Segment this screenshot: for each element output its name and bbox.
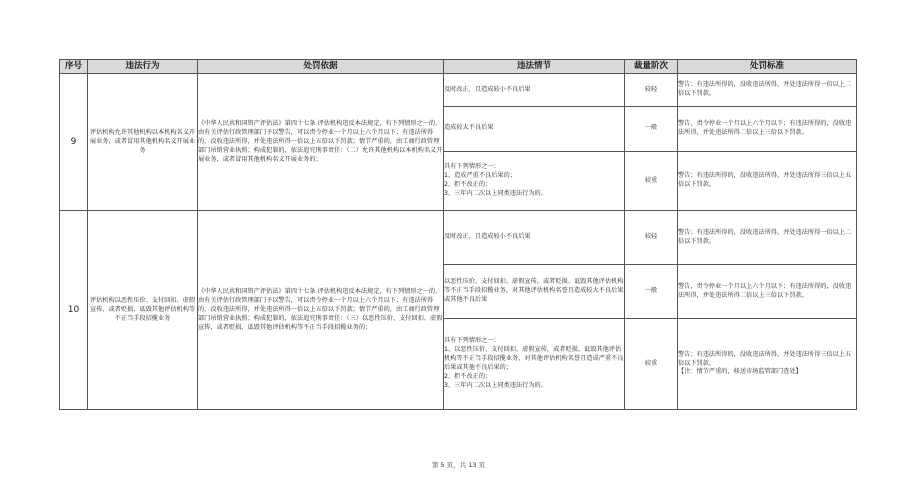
- row-9-tier-2-standard: 警告，责令停业一个月以上六个月以下；有违法所得的，没收违法所得，并处违法所得二倍以上三倍以下罚款。: [678, 107, 857, 151]
- header-circumstance: 违法情节: [444, 60, 625, 74]
- row-10-tier-2-standard: 警告，责令停业一个月以上六个月以下；有违法所得的，没收违法所得，并处违法所得二倍以上三倍以下罚款。: [678, 265, 857, 319]
- row-10-tier-3-standard: 警告；有违法所得的，没收违法所得，并处违法所得三倍以上五倍以下罚款。 【注：情节严重的，移送市场监管部门查处】: [678, 318, 857, 409]
- row-10-seq: 10: [60, 211, 88, 410]
- row-10-tier-2-level: 一般: [625, 265, 678, 319]
- header-seq: 序号: [60, 60, 88, 74]
- row-9-tier-3-standard: 警告；有违法所得的，没收违法所得，并处违法所得三倍以上五倍以下罚款。: [678, 151, 857, 211]
- row-9-tier-3-level: 较重: [625, 151, 678, 211]
- header-violation: 违法行为: [88, 60, 198, 74]
- row-9-tier-1-circumstance: 及时改正，且造成较小不良后果: [444, 74, 625, 107]
- row-9-tier-1-standard: 警告；有违法所得的，没收违法所得，并处违法所得一倍以上二倍以下罚款。: [678, 74, 857, 107]
- penalty-table: [59, 59, 857, 410]
- row-9-basis: 《中华人民共和国资产评估法》第四十七条 评估机构违反本法规定，有下列情形之一的，由有关评估行政管理部门予以警告，可以责令停业一个月以上六个月以下；有违法所得的，没收违法所得，并处违法所得一倍以上五倍以下罚款；情节严重的，由工商行政管理部门吊销营业执照；构成犯罪的，依法追究刑事责任：（二）允许其他机构以本机构名义开展业务，或者冒用其他机构名义开展业务的；: [198, 74, 444, 211]
- row-10-basis: 《中华人民共和国资产评估法》第四十七条 评估机构违反本法规定，有下列情形之一的，由有关评估行政管理部门予以警告，可以责令停业一个月以上六个月以下；有违法所得的，没收违法所得，并处违法所得一倍以上五倍以下罚款；情节严重的，由工商行政管理部门吊销营业执照；构成犯罪的，依法追究刑事责任：（三）以恶性压价、支付回扣、虚假宣传，或者贬损、诋毁其他评估机构等不正当手段招揽业务的；: [198, 211, 444, 410]
- row-10-tier-3-circumstance: 具有下列情形之一： 1、以恶性压价、支付回扣、虚假宣传，或者贬损、诋毁其他评估机构等不正当手段招揽业务，对其他评估机构名誉且造成严重不良后果或其他不良后果的； 2、拒不改正的； 3、三年内二次以上同类违法行为的。: [444, 318, 625, 409]
- table-row: [60, 211, 857, 265]
- row-9-violation: 评估机构允许其他机构以本机构名义开展业务，或者冒用其他机构名义开展业务: [88, 74, 198, 211]
- row-10-tier-1-level: 较轻: [625, 211, 678, 265]
- header-penalty-basis: 处罚依据: [198, 60, 444, 74]
- row-9-seq: 9: [60, 74, 88, 211]
- row-10-tier-3-level: 较重: [625, 318, 678, 409]
- row-9-tier-3-circumstance: 具有下列情形之一： 1、造成严重不良后果的； 2、拒不改正的； 3、三年内二次以上同类违法行为的。: [444, 151, 625, 211]
- row-10-violation: 评估机构以恶性压价、支付回扣、虚假宣传，或者贬损、诋毁其他评估机构等不正当手段招揽业务: [88, 211, 198, 410]
- row-10-tier-1-circumstance: 及时改正，且造成较小不良后果: [444, 211, 625, 265]
- row-10-tier-2-circumstance: 以恶性压价、支付回扣、虚假宣传，或者贬损、诋毁其他评估机构等不正当手段招揽业务，对其他评估机构名誉且造成较大不良后果或其他不良后果: [444, 265, 625, 319]
- row-9-tier-1-level: 较轻: [625, 74, 678, 107]
- header-discretion-level: 裁量阶次: [625, 60, 678, 74]
- table-header-row: [60, 60, 857, 74]
- row-9-tier-2-level: 一般: [625, 107, 678, 151]
- table-row: [60, 74, 857, 107]
- row-9-tier-2-circumstance: 造成较大不良后果: [444, 107, 625, 151]
- header-penalty-standard: 处罚标准: [678, 60, 857, 74]
- row-10-tier-1-standard: 警告；有违法所得的，没收违法所得，并处违法所得一倍以上二倍以下罚款。: [678, 211, 857, 265]
- page-footer: 第 5 页，共 13 页: [431, 461, 486, 469]
